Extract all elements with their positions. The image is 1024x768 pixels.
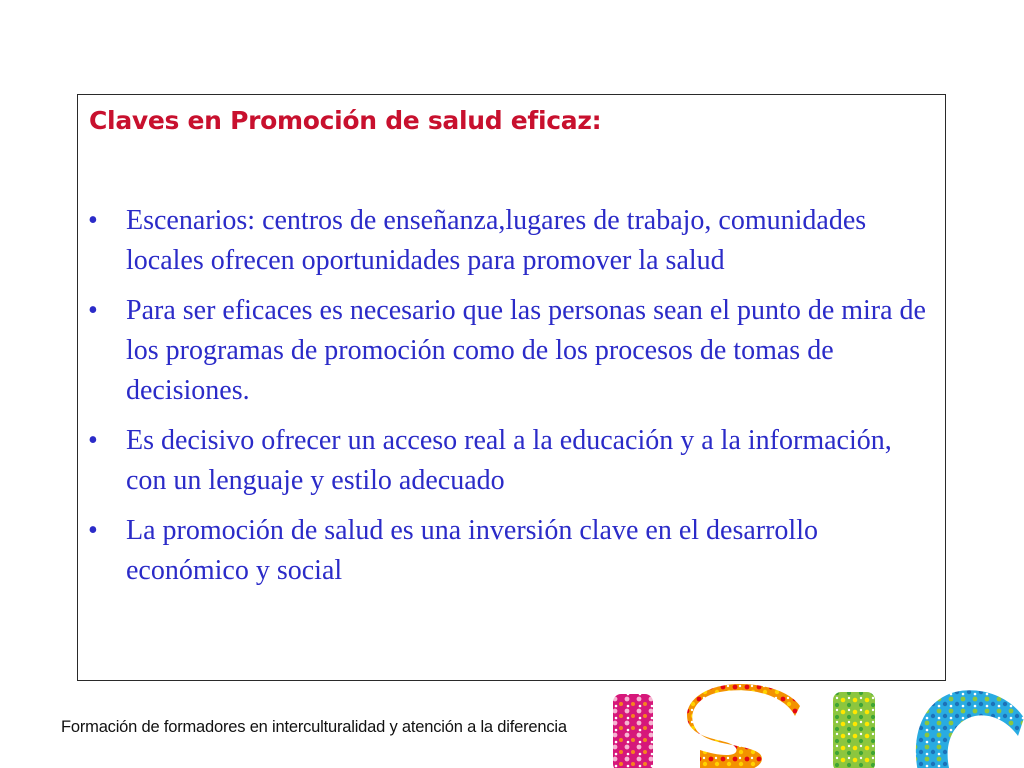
isic-logo-icon (600, 684, 1024, 768)
logo-letter-i-first (613, 694, 653, 768)
bullet-text: La promoción de salud es una inversión clave en el desarrollo económico y social (126, 515, 818, 586)
bullet-text: Escenarios: centros de enseñanza,lugares de trabajo, comunidades locales ofrecen oportunidades para promover la salud (126, 205, 867, 276)
footer-text: Formación de formadores en interculturalidad y atención a la diferencia (61, 718, 567, 736)
bullet-item (88, 421, 933, 501)
bullet-icon: • (88, 515, 98, 546)
bullet-icon: • (88, 205, 98, 236)
bullet-text: Para ser eficaces es necesario que las personas sean el punto de mira de los programas de promoción como de los procesos de tomas de decisiones. (126, 295, 926, 406)
content-box (77, 94, 946, 681)
bullet-icon: • (88, 425, 98, 456)
slide-title: Claves en Promoción de salud eficaz: (89, 106, 602, 135)
bullet-item (88, 291, 933, 411)
bullet-list (88, 201, 933, 601)
bullet-icon: • (88, 295, 98, 326)
logo-letter-i-second (833, 692, 875, 768)
bullet-item (88, 511, 933, 591)
bullet-item (88, 201, 933, 281)
logo-letter-s (687, 684, 800, 768)
bullet-text: Es decisivo ofrecer un acceso real a la educación y a la información, con un lenguaje y estilo adecuado (126, 425, 892, 496)
logo-letter-c (916, 690, 1024, 768)
